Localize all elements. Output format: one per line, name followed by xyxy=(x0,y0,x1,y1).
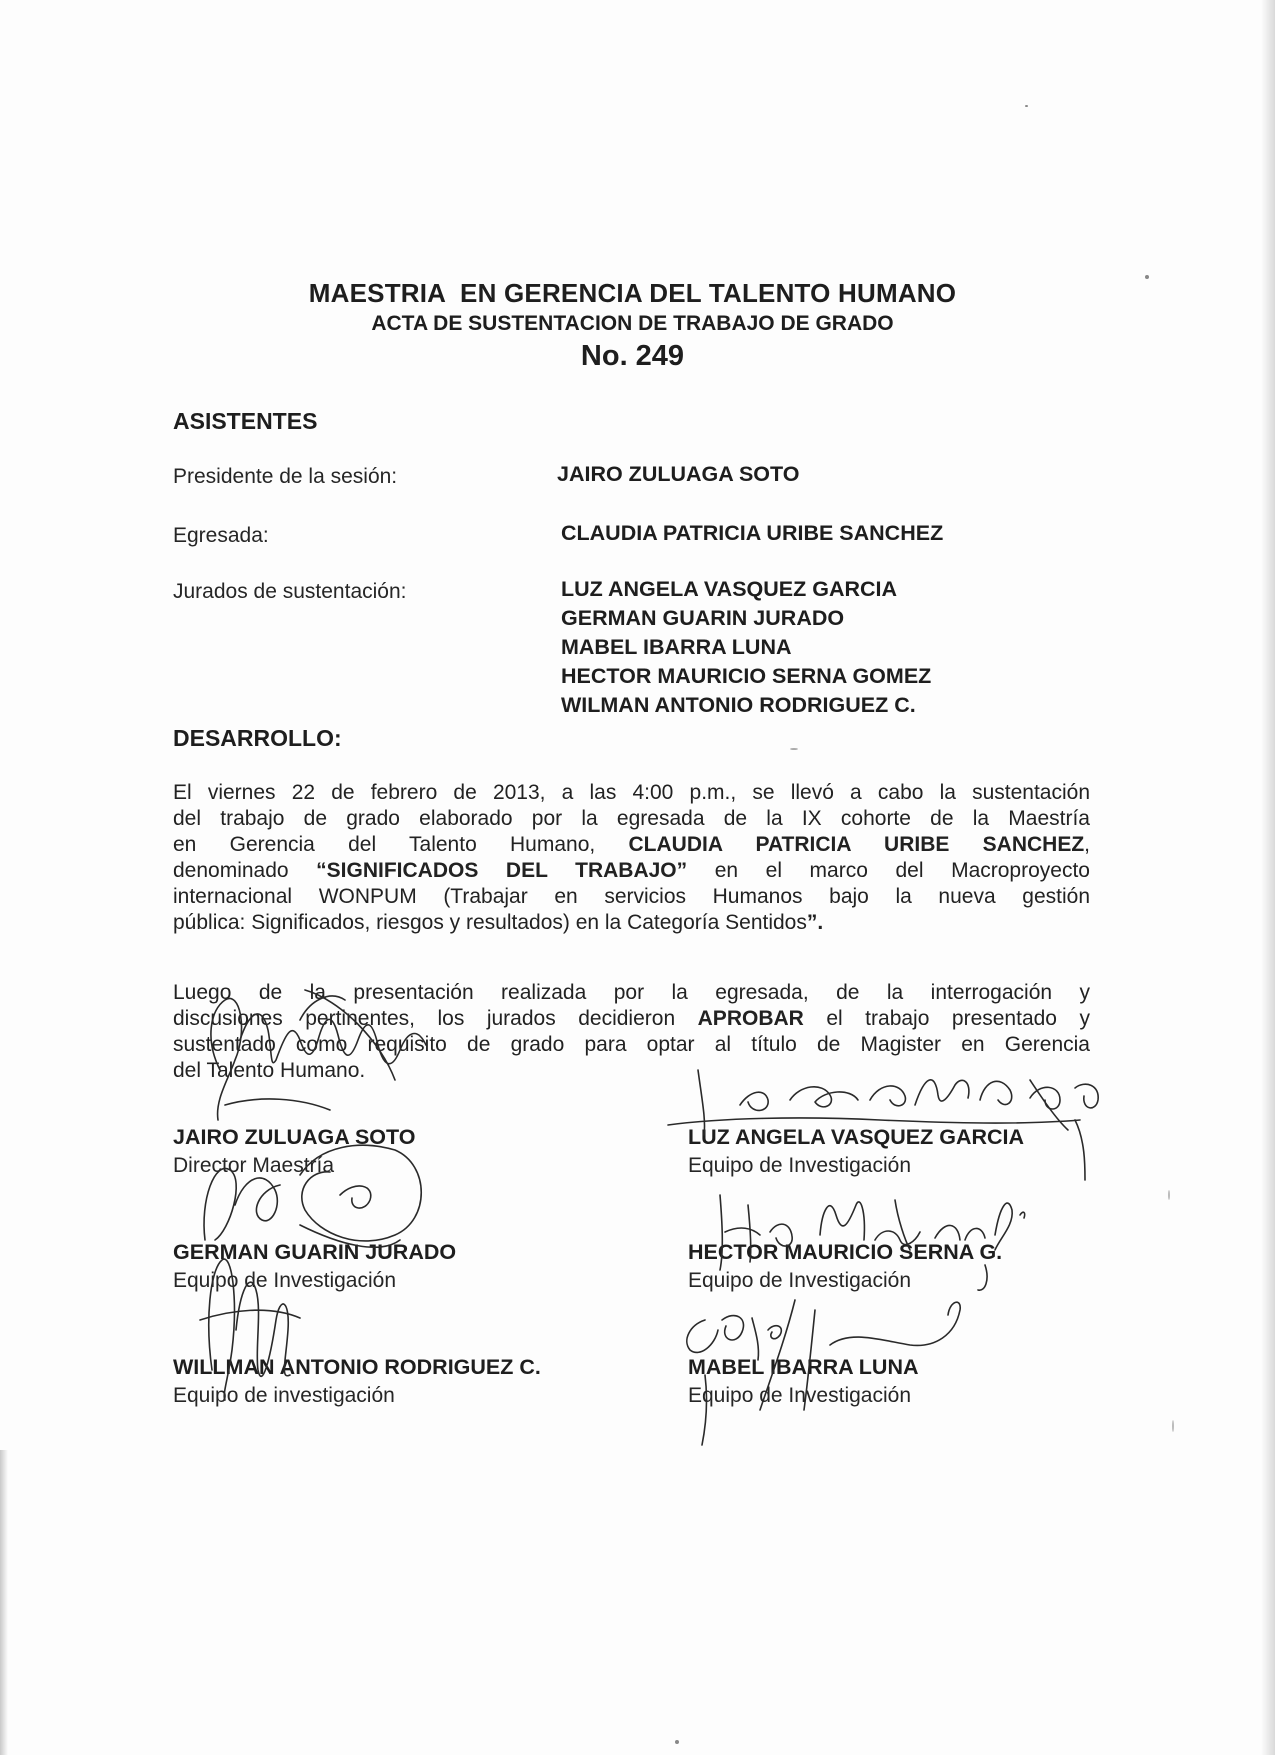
jury-list xyxy=(561,575,931,720)
president-name: JAIRO ZULUAGA SOTO xyxy=(557,462,800,486)
paragraph-line: denominado “SIGNIFICADOS DEL TRABAJO” en el marco del Macroproyecto xyxy=(173,859,1090,882)
signatory-role: Equipo de investigación xyxy=(173,1384,395,1407)
signatory-name: JAIRO ZULUAGA SOTO xyxy=(173,1125,416,1149)
attendees-heading: ASISTENTES xyxy=(173,408,318,434)
document-number: No. 249 xyxy=(580,340,685,372)
scan-edge-shadow xyxy=(1261,0,1275,1755)
paragraph-line: El viernes 22 de febrero de 2013, a las 4:00 p.m., se llevó a cabo la sustentación xyxy=(173,781,1090,804)
jury-member: MABEL IBARRA LUNA xyxy=(561,635,792,659)
graduate-name: CLAUDIA PATRICIA URIBE SANCHEZ xyxy=(561,521,944,545)
decision-paragraph xyxy=(173,980,1090,1084)
jury-member: GERMAN GUARIN JURADO xyxy=(561,606,845,630)
signatory-role: Equipo de Investigación xyxy=(173,1269,396,1292)
document-title: ACTA DE SUSTENTACION DE TRABAJO DE GRADO xyxy=(371,312,894,335)
thesis-title: “SIGNIFICADOS DEL TRABAJO” xyxy=(316,859,688,882)
graduate-label: Egresada: xyxy=(173,524,269,547)
paragraph-line: en Gerencia del Talento Humano, CLAUDIA PATRICIA URIBE SANCHEZ, xyxy=(173,833,1090,856)
paragraph-line: sustentado como requisito de grado para optar al título de Magister en Gerencia xyxy=(173,1033,1090,1056)
signatory-name: LUZ ANGELA VASQUEZ GARCIA xyxy=(688,1125,1025,1149)
signatory-role: Equipo de Investigación xyxy=(688,1269,911,1292)
development-heading: DESARROLLO: xyxy=(173,725,342,751)
signatory-name: GERMAN GUARIN JURADO xyxy=(173,1240,457,1264)
paragraph-line: del Talento Humano. xyxy=(173,1059,366,1082)
scan-speck xyxy=(1025,105,1028,107)
graduate-name-inline: CLAUDIA PATRICIA URIBE SANCHEZ xyxy=(628,833,1085,856)
development-paragraph xyxy=(173,780,1090,936)
signatory-name: WILLMAN ANTONIO RODRIGUEZ C. xyxy=(173,1355,541,1379)
jury-label: Jurados de sustentación: xyxy=(173,580,407,603)
paragraph-line: discusiones pertinentes, los jurados decidieron APROBAR el trabajo presentado y xyxy=(173,1007,1090,1030)
scan-corner-shadow xyxy=(0,1450,8,1755)
scan-speck xyxy=(790,748,798,750)
signatory-role: Equipo de Investigación xyxy=(688,1384,911,1407)
signatory-role: Equipo de Investigación xyxy=(688,1154,911,1177)
decision-word: APROBAR xyxy=(697,1007,804,1030)
jury-member: HECTOR MAURICIO SERNA GOMEZ xyxy=(561,664,932,688)
paragraph-line: Luego de la presentación realizada por la egresada, de la interrogación y xyxy=(173,981,1090,1004)
president-label: Presidente de la sesión: xyxy=(173,465,398,488)
scan-speck xyxy=(1168,1190,1170,1200)
paragraph-line: internacional WONPUM (Trabajar en servicios Humanos bajo la nueva gestión xyxy=(173,885,1090,908)
paragraph-line: del trabajo de grado elaborado por la egresada de la IX cohorte de la Maestría xyxy=(173,807,1090,830)
signatory-role: Director Maestría xyxy=(173,1154,335,1177)
scan-speck xyxy=(1172,1420,1174,1432)
program-title: MAESTRIA EN GERENCIA DEL TALENTO HUMANO xyxy=(308,278,957,308)
jury-member: WILMAN ANTONIO RODRIGUEZ C. xyxy=(561,693,916,717)
paragraph-line: pública: Significados, riesgos y resultados) en la Categoría Sentidos”. xyxy=(173,911,824,934)
signatory-name: HECTOR MAURICIO SERNA G. xyxy=(688,1240,1003,1264)
jury-member: LUZ ANGELA VASQUEZ GARCIA xyxy=(561,577,898,601)
scan-speck xyxy=(1145,275,1149,279)
scan-speck xyxy=(675,1740,679,1744)
signatory-name: MABEL IBARRA LUNA xyxy=(688,1355,919,1379)
